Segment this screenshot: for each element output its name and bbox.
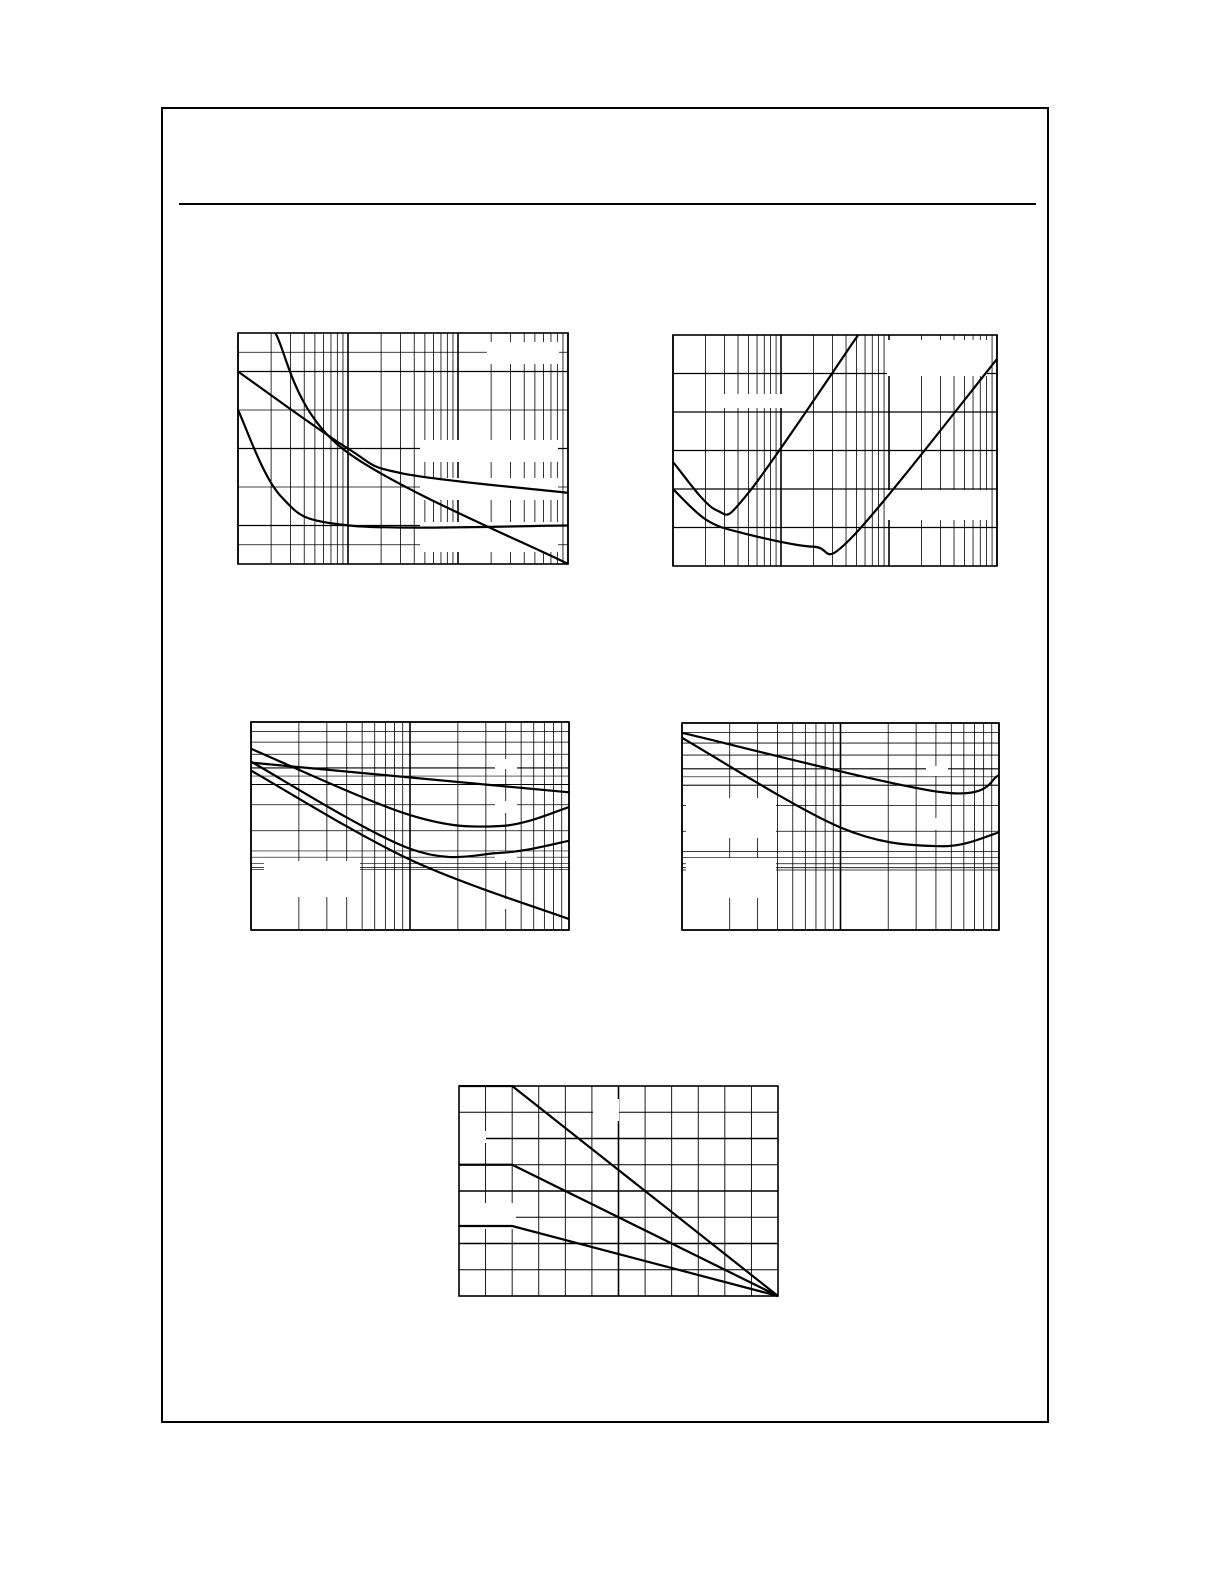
- label-area: [926, 766, 948, 776]
- chart-5: [458, 1085, 779, 1297]
- series-line-2: [238, 372, 568, 493]
- label-area: [720, 394, 792, 408]
- chart-4: [681, 722, 1000, 931]
- label-area: [458, 1131, 486, 1143]
- label-area: [686, 798, 776, 838]
- chart-1: [237, 332, 569, 565]
- label-area: [264, 861, 360, 897]
- label-area: [887, 340, 987, 376]
- label-area: [495, 801, 517, 813]
- chart-2: [672, 334, 998, 567]
- label-area: [495, 759, 517, 769]
- series-line-1: [673, 335, 858, 515]
- series-line-3: [238, 410, 568, 528]
- label-area: [926, 818, 948, 830]
- label-area: [686, 858, 776, 898]
- label-area: [887, 490, 987, 520]
- header-rule: [179, 203, 1036, 205]
- label-area: [420, 440, 558, 462]
- label-area: [593, 1099, 619, 1121]
- label-area: [487, 342, 559, 364]
- chart-3: [250, 721, 570, 931]
- series-line-2: [673, 359, 997, 554]
